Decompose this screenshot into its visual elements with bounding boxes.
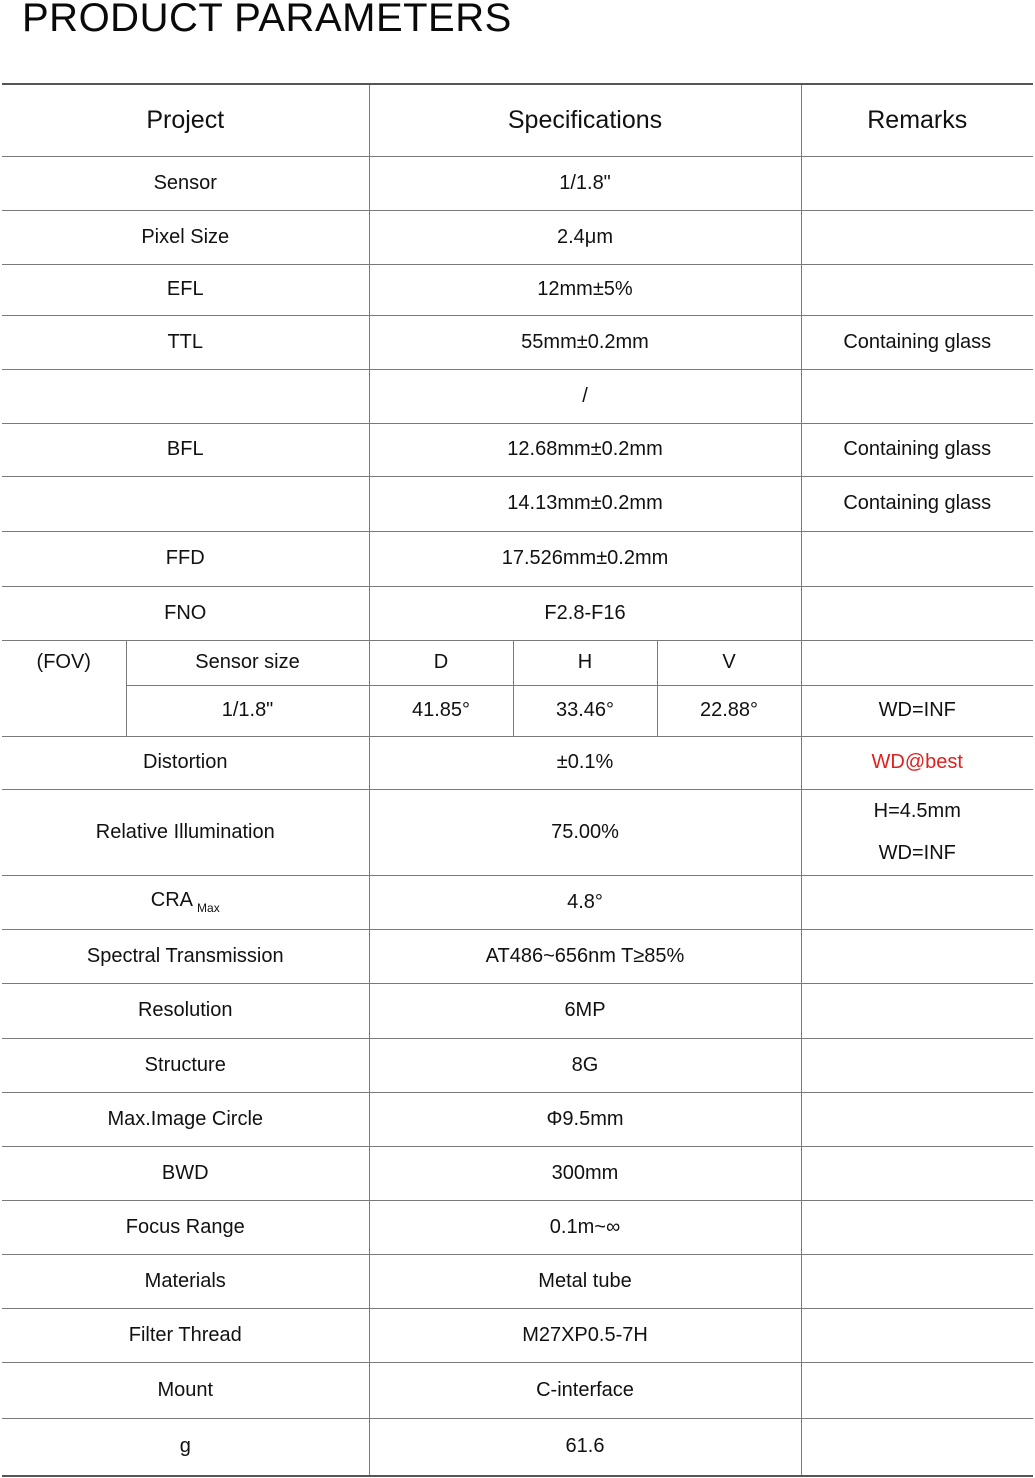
remark-cell: Containing glass (801, 476, 1033, 531)
remark-cell: Containing glass (801, 315, 1033, 369)
project-cell: FNO (2, 586, 369, 640)
project-cell: g (2, 1418, 369, 1476)
remark-cell (801, 1038, 1033, 1092)
project-cell: Resolution (2, 983, 369, 1038)
table-row (2, 929, 1033, 983)
table-row (2, 586, 1033, 640)
fov-v-value: 22.88° (657, 685, 801, 736)
header-project: Project (2, 84, 369, 156)
remark-cell (801, 369, 1033, 423)
project-cell: Max.Image Circle (2, 1092, 369, 1146)
project-cell: Distortion (2, 736, 369, 789)
table-row (2, 315, 1033, 369)
remark-cell (801, 1418, 1033, 1476)
spec-cell: AT486~656nm T≥85% (369, 929, 801, 983)
table-header-row (2, 84, 1033, 156)
remark-cell (801, 789, 1033, 875)
project-cell: Structure (2, 1038, 369, 1092)
table-row (2, 1200, 1033, 1254)
cra-label: CRA (150, 889, 194, 911)
project-cell: BWD (2, 1146, 369, 1200)
fov-sensor-size-header: Sensor size (126, 640, 369, 685)
project-cell: FFD (2, 531, 369, 586)
remark-cell (801, 1200, 1033, 1254)
cra-subscript: Max (197, 901, 220, 915)
fov-header-row (2, 640, 1033, 685)
remark-cell (801, 1362, 1033, 1418)
spec-cell: 12mm±5% (369, 264, 801, 315)
fov-sensor-size-value: 1/1.8" (126, 685, 369, 736)
project-cell: Spectral Transmission (2, 929, 369, 983)
remark-cell (801, 1254, 1033, 1308)
remark-cell (801, 1146, 1033, 1200)
table-row (2, 369, 1033, 423)
spec-cell: 14.13mm±0.2mm (369, 476, 801, 531)
remark-cell-highlight: WD@best (801, 736, 1033, 789)
project-cell: Mount (2, 1362, 369, 1418)
table-row (2, 264, 1033, 315)
remark-cell (801, 1092, 1033, 1146)
project-cell (2, 476, 369, 531)
project-cell (2, 875, 369, 929)
parameters-table (2, 83, 1033, 1477)
spec-cell: / (369, 369, 801, 423)
spec-cell: 61.6 (369, 1418, 801, 1476)
spec-cell: F2.8-F16 (369, 586, 801, 640)
project-cell: Relative Illumination (2, 789, 369, 875)
spec-cell: M27XP0.5-7H (369, 1308, 801, 1362)
fov-h-header: H (513, 640, 657, 685)
fov-d-value: 41.85° (369, 685, 513, 736)
project-cell: Focus Range (2, 1200, 369, 1254)
project-cell: Sensor (2, 156, 369, 210)
remark-cell (801, 929, 1033, 983)
project-cell: Pixel Size (2, 210, 369, 264)
remark-cell (801, 983, 1033, 1038)
table-row (2, 531, 1033, 586)
spec-cell: 8G (369, 1038, 801, 1092)
project-cell: TTL (2, 315, 369, 369)
remark-cell (801, 156, 1033, 210)
table-row (2, 1418, 1033, 1476)
fov-v-header: V (657, 640, 801, 685)
spec-cell: C-interface (369, 1362, 801, 1418)
remark-cell (801, 264, 1033, 315)
table-row (2, 983, 1033, 1038)
fov-h-value: 33.46° (513, 685, 657, 736)
fov-label-empty (2, 685, 126, 736)
project-cell: BFL (2, 423, 369, 476)
page-title: PRODUCT PARAMETERS (22, 0, 512, 40)
spec-cell: 75.00% (369, 789, 801, 875)
table-row (2, 1308, 1033, 1362)
remark-line: WD=INF (878, 842, 956, 864)
spec-cell: 17.526mm±0.2mm (369, 531, 801, 586)
spec-cell: 0.1m~∞ (369, 1200, 801, 1254)
header-remarks: Remarks (801, 84, 1033, 156)
remark-cell (801, 586, 1033, 640)
table-row (2, 210, 1033, 264)
project-cell: EFL (2, 264, 369, 315)
remark-cell: WD=INF (801, 685, 1033, 736)
spec-cell: Φ9.5mm (369, 1092, 801, 1146)
table-row (2, 789, 1033, 875)
table-row (2, 1254, 1033, 1308)
header-specifications: Specifications (369, 84, 801, 156)
spec-cell: ±0.1% (369, 736, 801, 789)
remark-cell (801, 1308, 1033, 1362)
table-row (2, 156, 1033, 210)
table-row (2, 1362, 1033, 1418)
remark-cell (801, 210, 1033, 264)
remark-cell (801, 531, 1033, 586)
table-row (2, 476, 1033, 531)
spec-cell: 300mm (369, 1146, 801, 1200)
remark-cell (801, 875, 1033, 929)
project-cell: Filter Thread (2, 1308, 369, 1362)
remark-cell (801, 640, 1033, 685)
fov-d-header: D (369, 640, 513, 685)
table-row (2, 736, 1033, 789)
spec-cell: 4.8° (369, 875, 801, 929)
table-row (2, 1038, 1033, 1092)
table-row (2, 1092, 1033, 1146)
spec-cell: 55mm±0.2mm (369, 315, 801, 369)
fov-label: (FOV) (2, 640, 126, 685)
table-row (2, 875, 1033, 929)
spec-cell: 6MP (369, 983, 801, 1038)
spec-cell: 2.4μm (369, 210, 801, 264)
project-cell (2, 369, 369, 423)
spec-cell: 12.68mm±0.2mm (369, 423, 801, 476)
remark-cell: Containing glass (801, 423, 1033, 476)
project-cell: Materials (2, 1254, 369, 1308)
spec-cell: Metal tube (369, 1254, 801, 1308)
remark-line: H=4.5mm (873, 800, 961, 822)
table-row (2, 1146, 1033, 1200)
fov-values-row (2, 685, 1033, 736)
table-row (2, 423, 1033, 476)
spec-cell: 1/1.8" (369, 156, 801, 210)
